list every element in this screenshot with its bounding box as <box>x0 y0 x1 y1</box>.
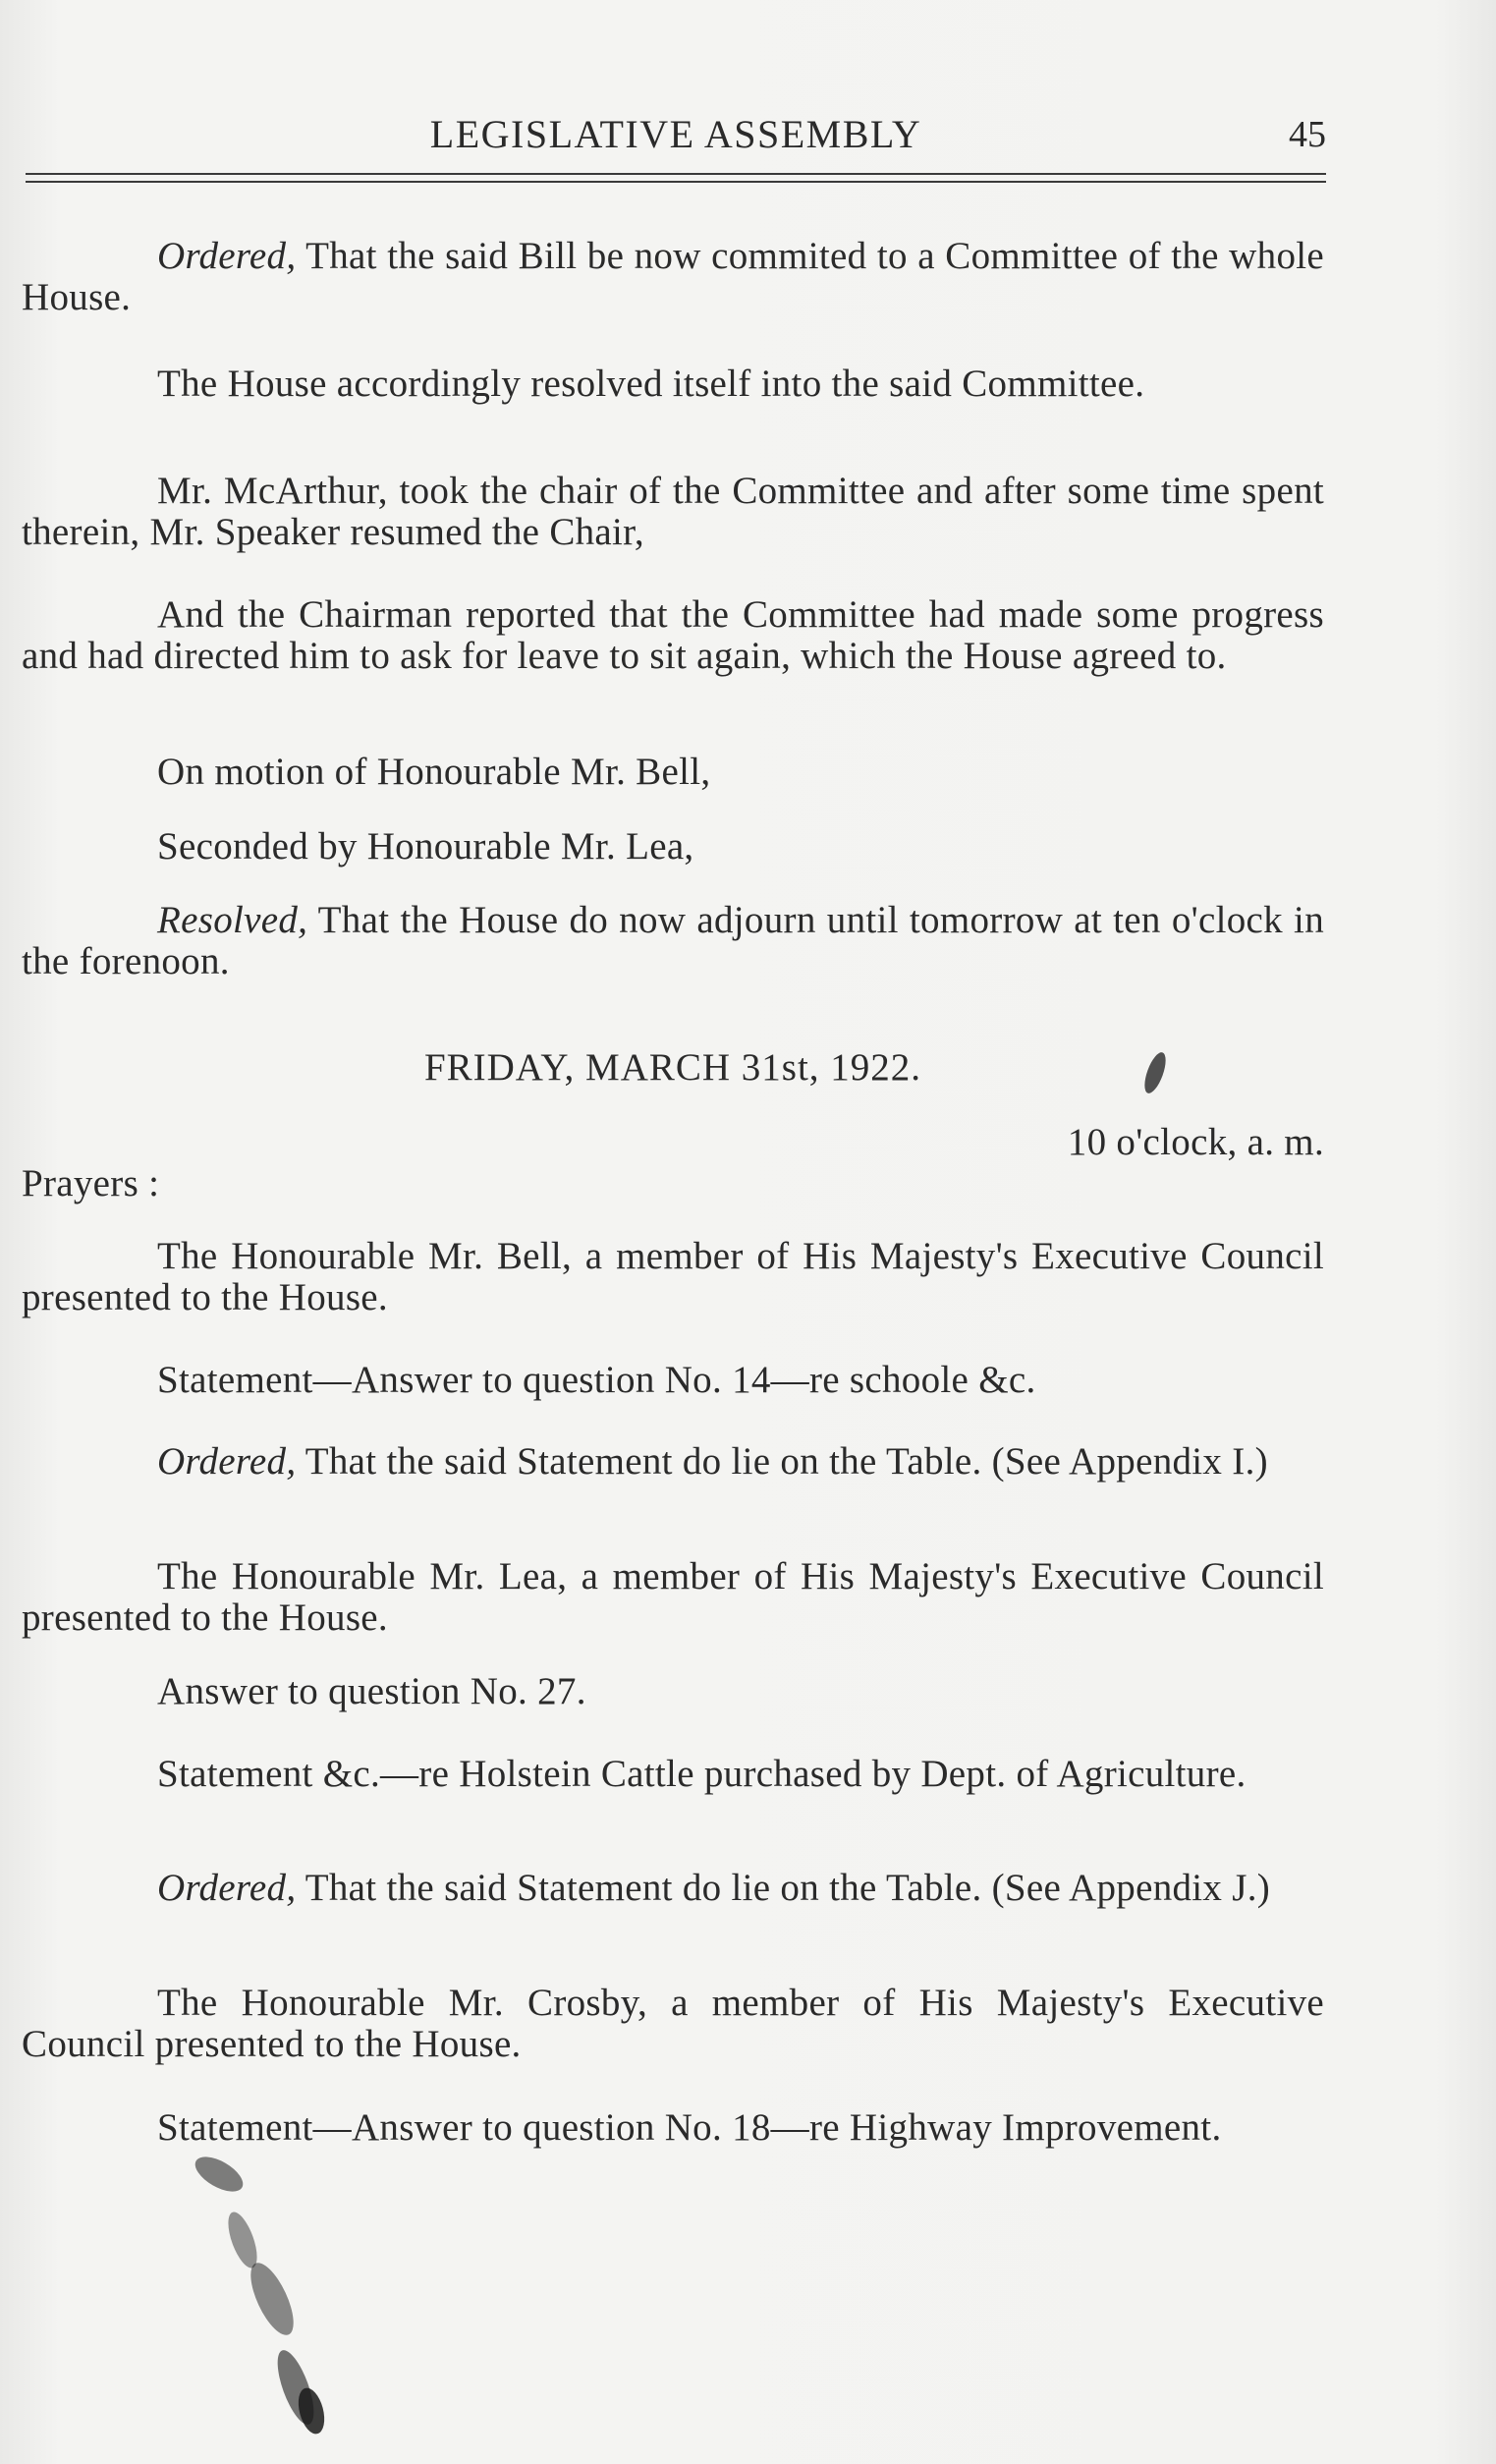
paragraph-resolved-adjourn <box>22 900 1324 982</box>
paragraph-text: That the said Bill be now commited to a Committee of the whole House. <box>22 235 1324 318</box>
section-date-heading <box>22 1047 1324 1089</box>
paragraph-statement-q14 <box>22 1360 1324 1401</box>
paragraph-bell-presented <box>22 1236 1324 1318</box>
paragraph-text: Statement &c.—re Holstein Cattle purchased by Dept. of Agriculture. <box>157 1753 1247 1795</box>
paragraph-text: That the House do now adjourn until tomorrow at ten o'clock in the forenoon. <box>22 899 1324 982</box>
paragraph-text: Mr. McArthur, took the chair of the Committee and after some time spent therein, Mr. Speaker resumed the Chair, <box>22 470 1324 553</box>
prayers-text: Prayers : <box>22 1162 160 1204</box>
paragraph-text: Statement—Answer to question No. 18—re Highway Improvement. <box>157 2106 1222 2149</box>
paragraph-text: That the said Statement do lie on the Table. (See Appendix I.) <box>296 1440 1268 1483</box>
paragraph-text: On motion of Honourable Mr. Bell, <box>157 751 711 793</box>
paragraph-seconded <box>22 826 1324 868</box>
paragraph-lead: Ordered, <box>157 1440 297 1483</box>
paragraph-answer-q27 <box>22 1671 1324 1712</box>
paragraph-text: Seconded by Honourable Mr. Lea, <box>157 825 694 868</box>
paragraph-text: That the said Statement do lie on the Table. (See Appendix J.) <box>296 1867 1271 1909</box>
header-rule-top <box>26 173 1326 175</box>
paragraph-lead: Ordered, <box>157 235 297 277</box>
paragraph-mcarthur-chair <box>22 471 1324 553</box>
paragraph-ordered-appendix-i <box>22 1441 1324 1483</box>
page-header-title: LEGISLATIVE ASSEMBLY <box>429 112 922 156</box>
paragraph-text: The Honourable Mr. Bell, a member of His Majesty's Executive Council presented to the House. <box>22 1235 1324 1318</box>
header-rule-bottom <box>26 181 1326 183</box>
page-number: 45 <box>1289 114 1326 155</box>
paragraph-house-resolved <box>22 364 1324 405</box>
paragraph-text: Answer to question No. 27. <box>157 1670 586 1712</box>
paragraph-motion <box>22 752 1324 793</box>
paragraph-lead: Resolved, <box>157 899 308 941</box>
paragraph-crosby-presented <box>22 1983 1324 2065</box>
paragraph-ordered-committee <box>22 236 1324 318</box>
prayers-line <box>22 1163 1324 1204</box>
date-heading-text: FRIDAY, MARCH 31st, 1922. <box>423 1046 922 1089</box>
paragraph-chairman-reported <box>22 594 1324 677</box>
paragraph-statement-q18 <box>22 2107 1324 2149</box>
paragraph-text: The Honourable Mr. Lea, a member of His Majesty's Executive Council presented to the House. <box>22 1555 1324 1639</box>
paragraph-lea-presented <box>22 1556 1324 1639</box>
paragraph-text: The House accordingly resolved itself into the said Committee. <box>157 363 1145 405</box>
paragraph-text: And the Chairman reported that the Committee had made some progress and had directed him to ask for leave to sit again, which the House agreed to. <box>22 593 1324 677</box>
page-header <box>26 110 1326 159</box>
session-time-text: 10 o'clock, a. m. <box>1067 1121 1324 1163</box>
paragraph-lead: Ordered, <box>157 1867 297 1909</box>
paragraph-holstein-cattle <box>22 1754 1324 1795</box>
paragraph-text: Statement—Answer to question No. 14—re schoole &c. <box>157 1359 1036 1401</box>
paragraph-ordered-appendix-j <box>22 1868 1324 1909</box>
session-time <box>22 1122 1324 1163</box>
paragraph-text: The Honourable Mr. Crosby, a member of His Majesty's Executive Council presented to the House. <box>22 1982 1324 2065</box>
